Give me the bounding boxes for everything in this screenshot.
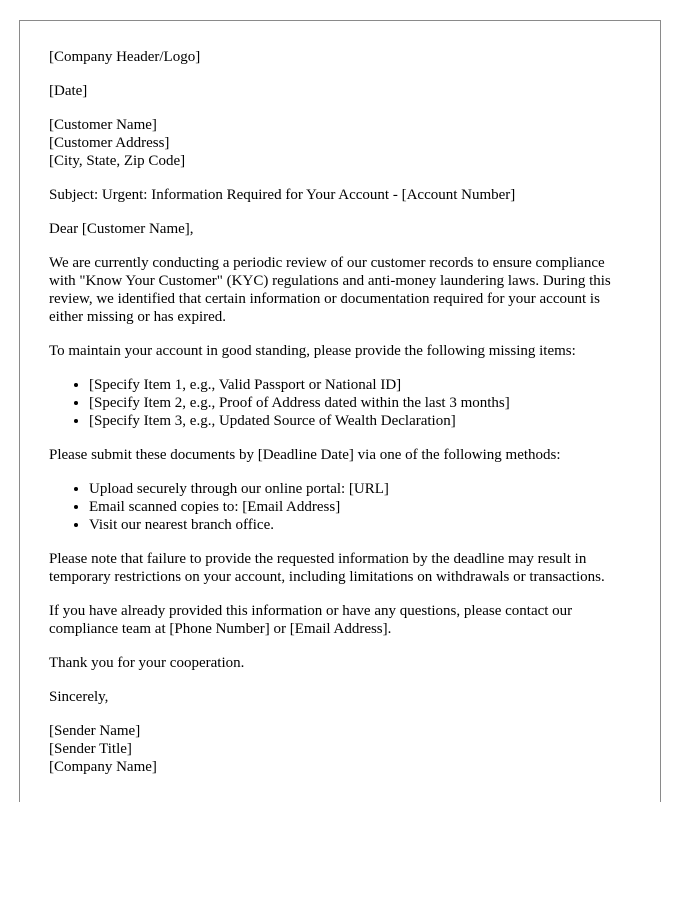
company-header: [Company Header/Logo] xyxy=(49,49,201,65)
subject-line: Subject: Urgent: Information Required for Your Account - [Account Number] xyxy=(49,187,516,203)
letter-page xyxy=(19,20,661,802)
recipient-name: [Customer Name] xyxy=(49,117,157,133)
list-item: • [Specify Item 1, e.g., Valid Passport or National ID] xyxy=(89,376,631,394)
contact-paragraph: If you have already provided this information or have any questions, please contact our compliance team at [Phone Number] or [Email Address]. xyxy=(49,603,573,637)
recipient-block xyxy=(49,116,631,170)
intro-paragraph: We are currently conducting a periodic review of our customer records to ensure compliance with "Know Your Customer" (KYC) regulations and anti-money laundering laws. During this review, we identified that certain information or documentation required for your account is either missing or has expired. xyxy=(49,255,611,325)
sender-block xyxy=(49,722,631,776)
sender-title: [Sender Title] xyxy=(49,741,132,757)
thanks-line: Thank you for your cooperation. xyxy=(49,655,245,671)
list-item: • Upload securely through our online portal: [URL] xyxy=(89,480,631,498)
sender-company: [Company Name] xyxy=(49,759,157,775)
missing-items-list xyxy=(49,376,631,430)
list-item: • Email scanned copies to: [Email Address] xyxy=(89,498,631,516)
greeting: Dear [Customer Name], xyxy=(49,221,194,237)
list-item: • [Specify Item 3, e.g., Updated Source of Wealth Declaration] xyxy=(89,412,631,430)
submission-methods-list xyxy=(49,480,631,534)
list-item: • Visit our nearest branch office. xyxy=(89,516,631,534)
methods-intro: Please submit these documents by [Deadline Date] via one of the following methods: xyxy=(49,447,561,463)
letter-date: [Date] xyxy=(49,83,88,99)
items-intro: To maintain your account in good standing, please provide the following missing items: xyxy=(49,343,576,359)
closing-line: Sincerely, xyxy=(49,689,109,705)
recipient-address: [Customer Address] xyxy=(49,135,170,151)
list-item: • [Specify Item 2, e.g., Proof of Address dated within the last 3 months] xyxy=(89,394,631,412)
warning-paragraph: Please note that failure to provide the requested information by the deadline may result in temporary restrictions on your account, including limitations on withdrawals or transactions. xyxy=(49,551,605,585)
recipient-city: [City, State, Zip Code] xyxy=(49,153,186,169)
sender-name: [Sender Name] xyxy=(49,723,141,739)
